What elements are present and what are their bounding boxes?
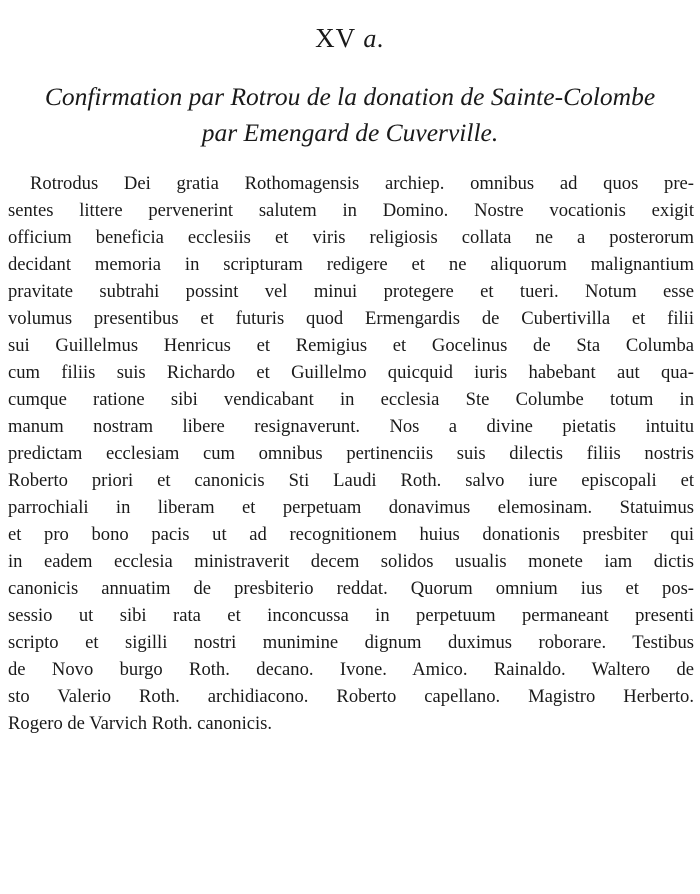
body-line: decidant memoria in scripturam redigere et ne aliquorum malignantium: [8, 254, 694, 275]
body-line: Rogero de Varvich Roth. canonicis.: [8, 713, 273, 734]
title-line-1: Confirmation par Rotrou de la donation de Sainte-Colombe: [44, 82, 656, 111]
body-line: parrochiali in liberam et perpetuam donavimus elemosinam. Statuimus: [8, 497, 694, 518]
body-line: Roberto priori et canonicis Sti Laudi Roth. salvo iure episcopali et: [8, 470, 694, 491]
body-line: officium beneficia ecclesiis et viris religiosis collata ne a posterorum: [8, 227, 694, 248]
charter-title: [0, 79, 700, 151]
body-line: canonicis annuatim de presbiterio reddat. Quorum omnium ius et pos-: [8, 578, 694, 599]
charter-number-suffix: a.: [363, 24, 385, 53]
charter-number: XV: [315, 23, 356, 53]
body-line: cumque ratione sibi vendicabant in ecclesia Ste Columbe totum in: [8, 389, 694, 410]
body-line: scripto et sigilli nostri munimine dignum duximus roborare. Testibus: [8, 632, 694, 653]
body-line: sto Valerio Roth. archidiacono. Roberto capellano. Magistro Herberto.: [8, 686, 694, 707]
charter-body: [8, 170, 694, 737]
title-line-2: par Emengard de Cuverville.: [201, 118, 499, 147]
body-line: predictam ecclesiam cum omnibus pertinenciis suis dilectis filiis nostris: [8, 443, 694, 464]
body-line: Rotrodus Dei gratia Rothomagensis archiep. omnibus ad quos pre-: [30, 173, 694, 194]
body-line: volumus presentibus et futuris quod Ermengardis de Cubertivilla et filii: [8, 308, 694, 329]
body-line: sessio ut sibi rata et inconcussa in perpetuum permaneant presenti: [8, 605, 694, 626]
body-line: sui Guillelmus Henricus et Remigius et Gocelinus de Sta Columba: [8, 335, 694, 356]
charter-number-heading: [0, 22, 700, 55]
body-line: sentes littere pervenerint salutem in Domino. Nostre vocationis exigit: [8, 200, 694, 221]
body-line: pravitate subtrahi possint vel minui protegere et tueri. Notum esse: [8, 281, 694, 302]
body-line: et pro bono pacis ut ad recognitionem huius donationis presbiter qui: [8, 524, 694, 545]
body-line: cum filiis suis Richardo et Guillelmo quicquid iuris habebant aut qua-: [8, 362, 694, 383]
body-line: manum nostram libere resignaverunt. Nos a divine pietatis intuitu: [8, 416, 694, 437]
body-line: in eadem ecclesia ministraverit decem solidos usualis monete iam dictis: [8, 551, 694, 572]
body-line: de Novo burgo Roth. decano. Ivone. Amico. Rainaldo. Waltero de: [8, 659, 694, 680]
